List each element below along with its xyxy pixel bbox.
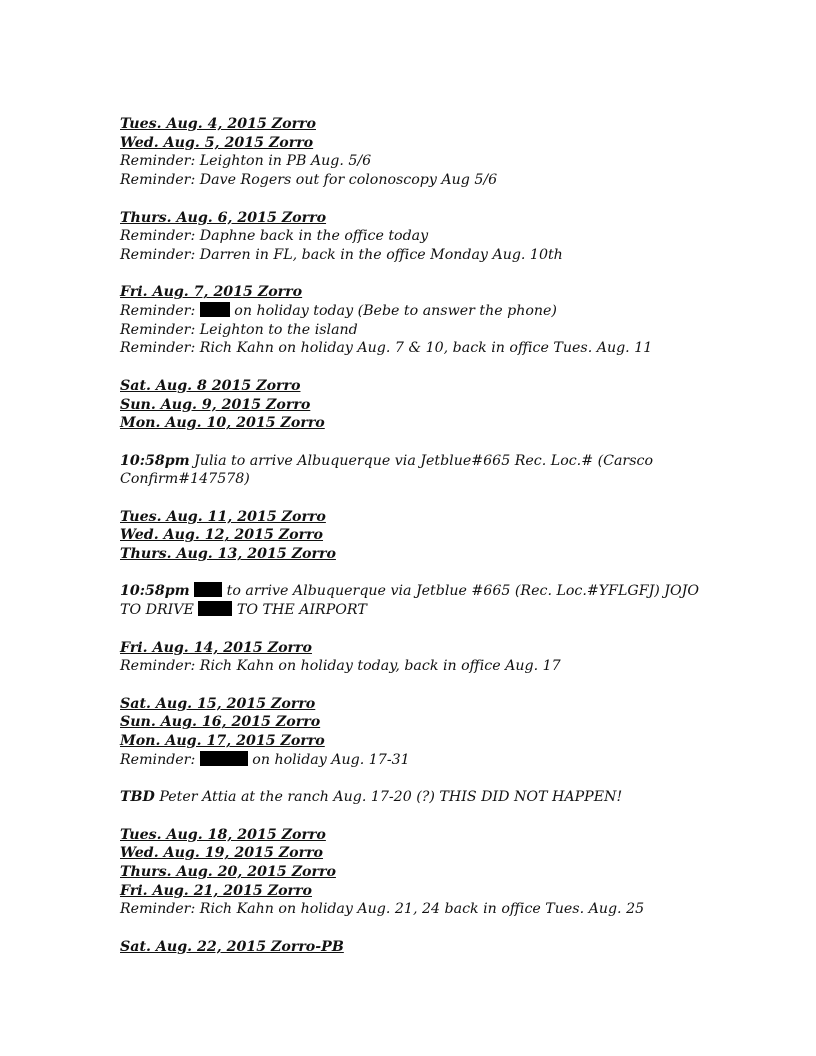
reminder-line: Reminder: Darren in FL, back in the office Monday Aug. 10th — [120, 246, 563, 263]
reminder-prefix: Reminder: — [120, 751, 200, 768]
spacer — [120, 919, 720, 938]
reminder-line — [120, 302, 720, 321]
date-heading: Sun. Aug. 16, 2015 Zorro — [120, 714, 321, 731]
spacer — [120, 769, 720, 788]
reminder-line: Reminder: Daphne back in the office today — [120, 228, 429, 245]
redaction-box — [200, 302, 230, 317]
date-heading: Sat. Aug. 8 2015 Zorro — [120, 377, 301, 394]
event-time: 10:58pm — [120, 452, 190, 469]
date-heading: Fri. Aug. 14, 2015 Zorro — [120, 639, 312, 656]
reminder-line: Reminder: Rich Kahn on holiday today, back in office Aug. 17 — [120, 658, 561, 675]
date-heading: Wed. Aug. 19, 2015 Zorro — [120, 845, 324, 862]
spacer — [120, 676, 720, 695]
date-heading: Wed. Aug. 5, 2015 Zorro — [120, 134, 314, 151]
event-line — [120, 452, 720, 489]
reminder-line: Reminder: Leighton in PB Aug. 5/6 — [120, 153, 372, 170]
date-heading: Sat. Aug. 22, 2015 Zorro-PB — [120, 938, 344, 955]
date-heading: Tues. Aug. 4, 2015 Zorro — [120, 116, 316, 132]
event-line — [120, 788, 720, 807]
reminder-line: Reminder: Rich Kahn on holiday Aug. 7 & 10, back in office Tues. Aug. 11 — [120, 340, 653, 357]
reminder-text: on holiday Aug. 17-31 — [247, 751, 410, 768]
reminder-text: on holiday today (Bebe to answer the phone) — [229, 303, 557, 319]
reminder-line: Reminder: Leighton to the island — [120, 321, 358, 338]
date-heading: Tues. Aug. 11, 2015 Zorro — [120, 508, 326, 525]
date-heading: Thurs. Aug. 13, 2015 Zorro — [120, 546, 336, 563]
spacer — [120, 190, 720, 209]
date-heading: Fri. Aug. 21, 2015 Zorro — [120, 882, 312, 899]
event-text: TO THE AIRPORT — [232, 602, 367, 619]
spacer — [120, 265, 720, 284]
reminder-line: Reminder: Rich Kahn on holiday Aug. 21, 24 back in office Tues. Aug. 25 — [120, 901, 645, 918]
spacer — [120, 564, 720, 583]
reminder-prefix: Reminder: — [120, 303, 200, 319]
date-heading: Thurs. Aug. 6, 2015 Zorro — [120, 209, 327, 226]
date-heading: Wed. Aug. 12, 2015 Zorro — [120, 527, 324, 544]
redaction-box — [198, 601, 232, 616]
date-heading: Fri. Aug. 7, 2015 Zorro — [120, 284, 303, 301]
reminder-line: Reminder: Dave Rogers out for colonoscopy Aug 5/6 — [120, 172, 498, 189]
event-text: to arrive Albuquerque via Jetblue #665 (Rec. Loc.#YFLGFJ) JOJO TO DRIVE — [120, 583, 699, 619]
date-heading: Thurs. Aug. 20, 2015 Zorro — [120, 863, 336, 880]
redaction-box — [200, 751, 248, 766]
date-heading: Sat. Aug. 15, 2015 Zorro — [120, 695, 316, 712]
event-time: 10:58pm — [120, 583, 190, 600]
date-heading: Tues. Aug. 18, 2015 Zorro — [120, 826, 326, 843]
reminder-line — [120, 751, 720, 770]
spacer — [120, 489, 720, 508]
spacer — [120, 358, 720, 377]
spacer — [120, 433, 720, 452]
event-text: Julia to arrive Albuquerque via Jetblue#665 Rec. Loc.# (Carsco Confirm#147578) — [120, 452, 653, 488]
calendar-document — [120, 115, 720, 956]
event-text: Peter Attia at the ranch Aug. 17-20 (?) THIS DID NOT HAPPEN! — [154, 789, 623, 806]
spacer — [120, 620, 720, 639]
date-heading: Sun. Aug. 9, 2015 Zorro — [120, 396, 311, 413]
event-line — [120, 582, 720, 619]
tbd-label: TBD — [120, 789, 155, 806]
date-heading: Mon. Aug. 10, 2015 Zorro — [120, 415, 325, 432]
spacer — [120, 807, 720, 826]
date-heading: Mon. Aug. 17, 2015 Zorro — [120, 733, 325, 750]
redaction-box — [194, 582, 222, 597]
